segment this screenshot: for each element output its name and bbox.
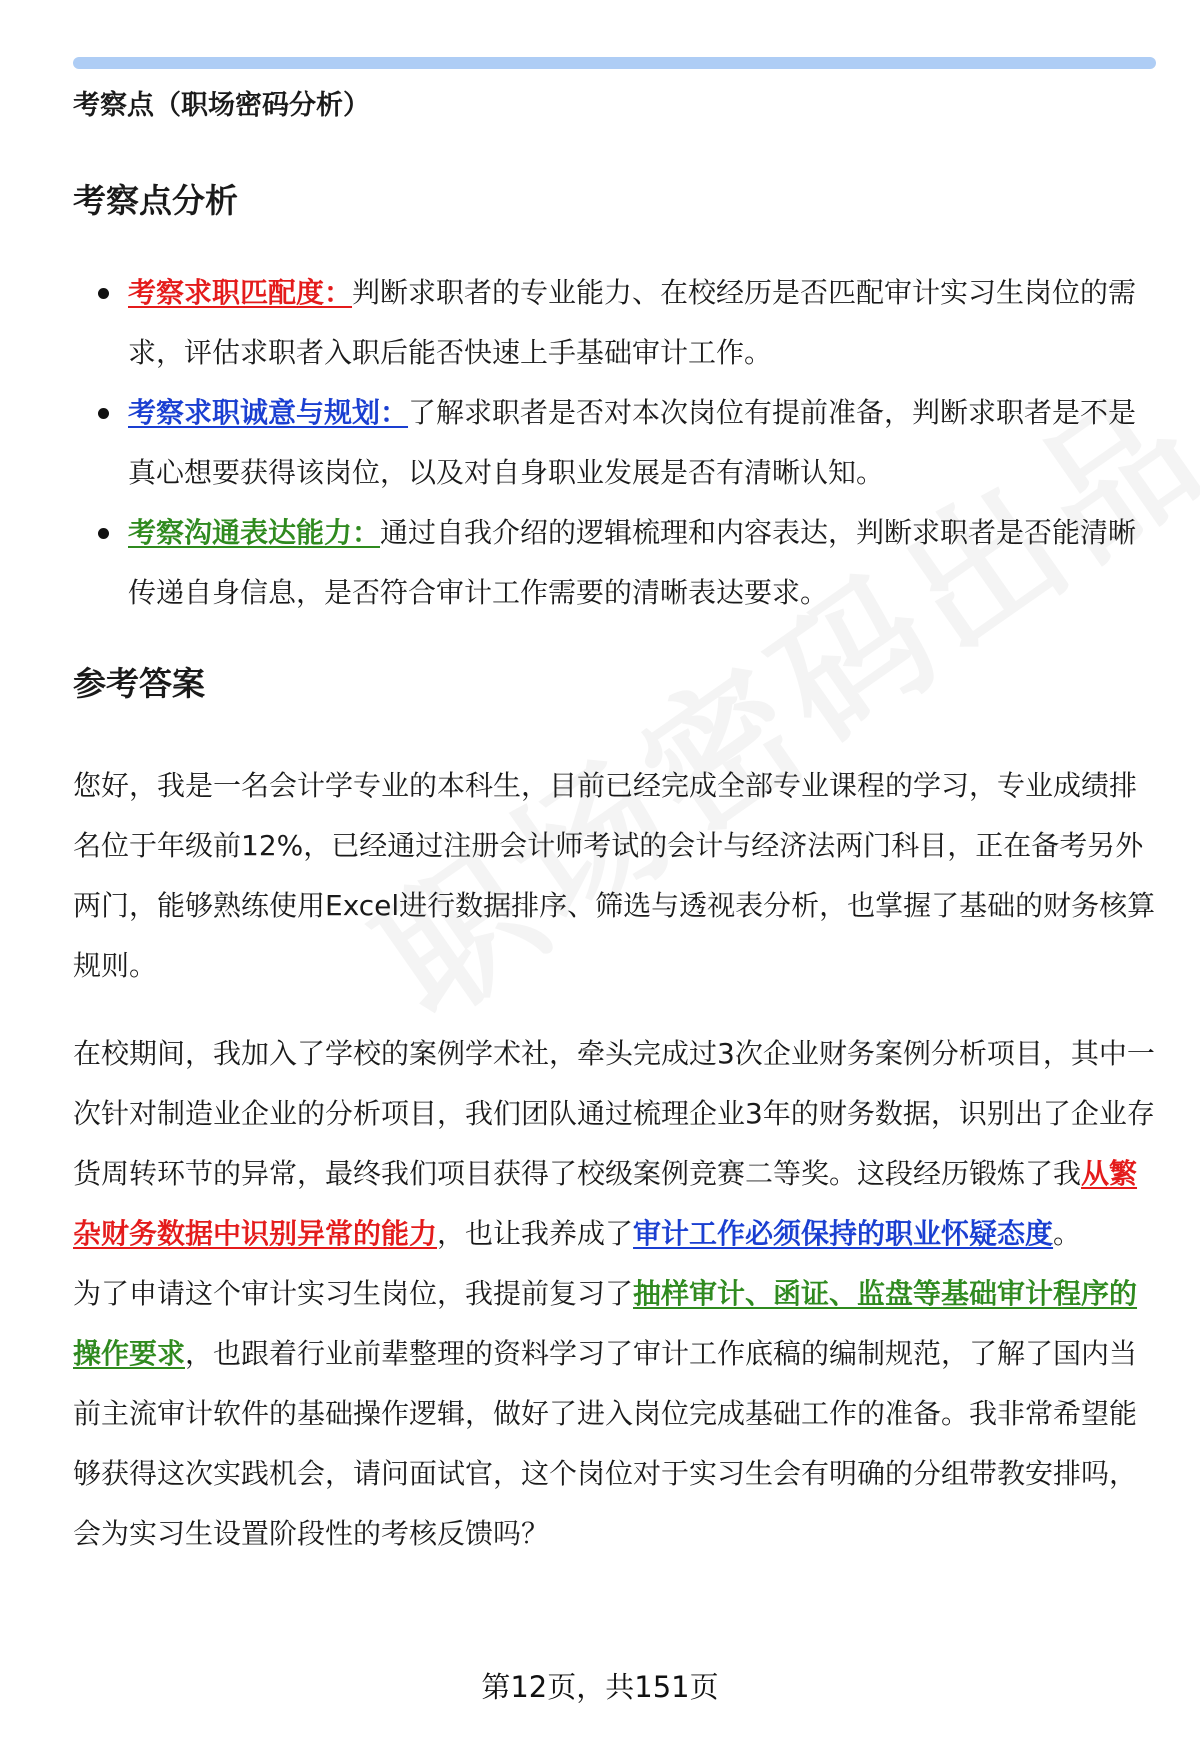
analysis-text: 判断求职者的专业能力、在校经历是否匹配审计实习生岗位的需求，评估求职者入职后能否快速上手基础审计工作。 — [128, 276, 1137, 369]
page-title: 考察点（职场密码分析） — [73, 90, 370, 121]
analysis-keyword: 考察求职匹配度： — [128, 276, 353, 309]
analysis-text: 了解求职者是否对本次岗位有提前准备，判断求职者是不是真心想要获得该岗位，以及对自身职业发展是否有清晰认知。 — [128, 396, 1137, 489]
analysis-item — [73, 383, 1160, 503]
analysis-list — [73, 263, 1160, 623]
analysis-keyword: 考察沟通表达能力： — [128, 516, 381, 549]
answer-paragraph-3 — [73, 1264, 1160, 1564]
paragraph-text: ，也跟着行业前辈整理的资料学习了审计工作底稿的编制规范，了解了国内当前主流审计软件的基础操作逻辑，做好了进入岗位完成基础工作的准备。我非常希望能够获得这次实践机会，请问面试官，这个岗位对于实习生会有明确的分组带教安排吗，会为实习生设置阶段性的考核反馈吗？ — [73, 1337, 1138, 1550]
answer-heading: 参考答案 — [73, 664, 205, 703]
analysis-item — [73, 503, 1160, 623]
analysis-keyword: 考察求职诚意与规划： — [128, 396, 409, 429]
paragraph-text: 在校期间，我加入了学校的案例学术社，牵头完成过3次企业财务案例分析项目，其中一次针对制造业企业的分析项目，我们团队通过梳理企业3年的财务数据，识别出了企业存货周转环节的异常，最终我们项目获得了校级案例竞赛二等奖。这段经历锻炼了我 — [73, 1037, 1155, 1190]
document-body — [73, 82, 1160, 1564]
answer-paragraph-2 — [73, 1024, 1160, 1264]
analysis-heading: 考察点分析 — [73, 181, 238, 220]
analysis-item — [73, 263, 1160, 383]
page-number: 第12页，共151页 — [481, 1670, 719, 1704]
answer-paragraph-1: 您好，我是一名会计学专业的本科生，目前已经完成全部专业课程的学习，专业成绩排名位于年级前12%，已经通过注册会计师考试的会计与经济法两门科目，正在备考另外两门，能够熟练使用Excel进行数据排序、筛选与透视表分析，也掌握了基础的财务核算规则。 — [73, 769, 1156, 982]
top-accent-bar — [73, 57, 1156, 69]
highlight-blue: 审计工作必须保持的职业怀疑态度 — [633, 1217, 1054, 1250]
paragraph-text: 为了申请这个审计实习生岗位，我提前复习了 — [73, 1277, 634, 1310]
paragraph-text: ，也让我养成了 — [437, 1217, 634, 1250]
paragraph-text: 。 — [1053, 1217, 1082, 1250]
analysis-text: 通过自我介绍的逻辑梳理和内容表达，判断求职者是否能清晰传递自身信息，是否符合审计工作需要的清晰表达要求。 — [128, 516, 1137, 609]
highlight-red: 从繁杂财务数据中识别异常的能力 — [73, 1157, 1138, 1250]
highlight-green: 抽样审计、函证、监盘等基础审计程序的操作要求 — [73, 1277, 1138, 1370]
